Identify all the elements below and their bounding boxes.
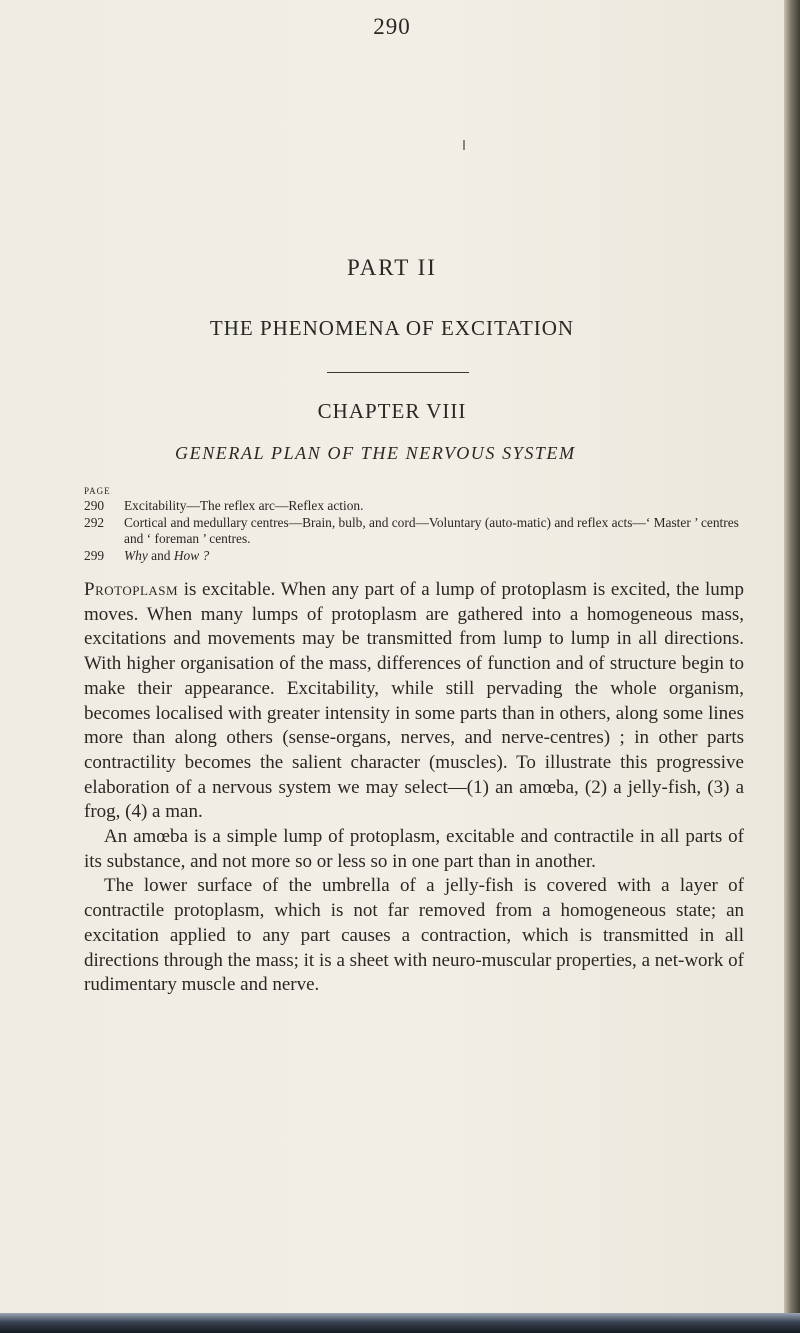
print-mark bbox=[463, 140, 465, 150]
chapter-title: CHAPTER VIII bbox=[317, 399, 467, 423]
contents-entry bbox=[84, 548, 744, 565]
contents-entry-text bbox=[124, 548, 744, 565]
contents-entry bbox=[84, 498, 744, 515]
paragraph-protoplasm bbox=[84, 578, 744, 825]
contents-entry-text: Cortical and medullary centres—Brain, bulb, and cord—Voluntary (auto-matic) and reflex acts—‘ Master ’ centres and ‘ foreman ’ centres. bbox=[124, 514, 739, 546]
page-number: 290 bbox=[373, 14, 411, 39]
contents-italic-why: Why bbox=[124, 547, 148, 563]
paragraph-text: is excitable. When any part of a lump of protoplasm is excited, the lump moves. When many lumps of protoplasm are gathered into a homogeneous mass, excitations and movements may be transmitted from lump to lump in all directions. With higher organisation of the mass, differences of function and of structure begin to make their appearance. Excitability, while still pervading the whole organism, becomes localised with greater intensity in some parts than in others, along some lines more than along others (sense-organs, nerves, and nerve-centres) ; in other parts contractility becomes the salient character (muscles). To illustrate this progressive elaboration of a nervous system we may select—(1) an amœba, (2) a jelly-fish, (3) a frog, (4) a man. bbox=[84, 579, 744, 823]
contents-entry-text: Excitability—The reflex arc—Reflex action. bbox=[124, 498, 364, 513]
contents-page-number: 292 bbox=[84, 514, 105, 530]
contents-entry bbox=[84, 515, 744, 548]
chapter-contents bbox=[84, 485, 744, 564]
book-spine-shadow bbox=[784, 0, 800, 1333]
section-divider bbox=[327, 372, 469, 373]
page-edge-shadow bbox=[0, 1313, 800, 1333]
contents-page-number: 299 bbox=[84, 547, 105, 563]
part-subtitle: THE PHENOMENA OF EXCITATION bbox=[209, 316, 575, 340]
contents-page-header: PAGE bbox=[84, 486, 111, 496]
contents-page-number: 290 bbox=[84, 498, 105, 513]
contents-italic-how: How ? bbox=[173, 547, 210, 563]
paragraph-amoeba: An amœba is a simple lump of protoplasm, excitable and contractile in all parts of its substance, and not more so or less so in one part than in another. bbox=[84, 826, 744, 872]
body-text bbox=[84, 578, 744, 998]
contents-and: and bbox=[147, 547, 174, 563]
paragraph-lead-word: Protoplasm bbox=[84, 579, 179, 600]
chapter-subtitle: GENERAL PLAN OF THE NERVOUS SYSTEM bbox=[175, 443, 576, 463]
part-title: PART II bbox=[347, 255, 437, 280]
paragraph-jelly-fish: The lower surface of the umbrella of a jelly-fish is covered with a layer of contractile protoplasm, which is not far removed from a homogeneous state; an excitation applied to any part causes a contraction, which is transmitted in all directions through the mass; it is a sheet with neuro-muscular properties, a net-work of rudimentary muscle and nerve. bbox=[84, 875, 744, 996]
